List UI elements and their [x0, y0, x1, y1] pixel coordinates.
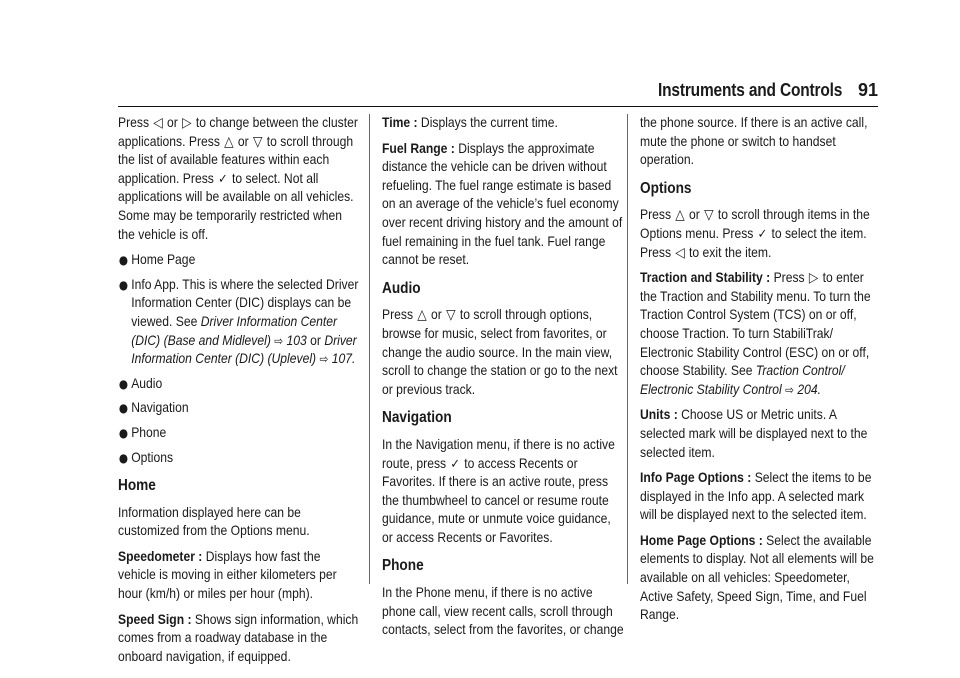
- term-speed-sign: Speed Sign :: [118, 611, 192, 627]
- page-reference[interactable]: 107.: [331, 351, 356, 367]
- down-arrow-icon: ▽: [446, 307, 456, 324]
- down-arrow-icon: ▽: [704, 207, 714, 224]
- cross-reference-link[interactable]: Driver Information Center (DIC) (Uplevel): [131, 332, 357, 367]
- up-arrow-icon: △: [224, 133, 234, 150]
- application-list: [118, 251, 361, 467]
- section-heading-audio: Audio: [382, 279, 421, 297]
- list-item: ● Options: [118, 449, 361, 468]
- intro-paragraph: Press ◁ or ▷ to change between the cluster applications. Press △ or ▽ to scroll through the list of available features within each application. Press ✓ to select. Not all applications will be available on all vehicles. Some may be temporarily restricted when the vehicle is off.: [118, 115, 358, 242]
- term-traction-stability: Traction and Stability :: [640, 270, 771, 286]
- page-header: [0, 78, 960, 108]
- right-arrow-icon: ▷: [182, 115, 192, 131]
- audio-paragraph: Press △ or ▽ to scroll through options, browse for music, select from favorites, or change the audio source. In the main view, scroll to change the station or go to the next or previous track.: [382, 307, 618, 397]
- header-title: Instruments and Controls: [657, 80, 842, 100]
- page-reference-arrow-icon: ⇨: [785, 382, 794, 397]
- term-home-page-options: Home Page Options :: [640, 532, 763, 548]
- bullet-icon: ●: [118, 425, 129, 440]
- home-paragraph: Information displayed here can be customized from the Options menu.: [118, 504, 310, 539]
- header-rule: [118, 106, 878, 107]
- speedometer-paragraph: Speedometer : Displays how fast the vehicle is moving in either kilometers per hour (km/h) or miles per hour (mph).: [118, 548, 337, 602]
- page-number: 91: [857, 80, 878, 100]
- phone-continued-paragraph: the phone source. If there is an active call, mute the phone or switch to handset operation.: [640, 115, 868, 168]
- section-heading-navigation: Navigation: [382, 409, 452, 427]
- bullet-icon: ●: [118, 253, 129, 268]
- list-item: ● Phone: [118, 424, 361, 443]
- term-fuel-range: Fuel Range :: [382, 140, 455, 156]
- checkmark-icon: ✓: [218, 171, 228, 187]
- column-divider: [369, 114, 370, 584]
- checkmark-icon: ✓: [450, 456, 460, 472]
- bullet-icon: ●: [118, 401, 129, 416]
- up-arrow-icon: △: [675, 207, 685, 224]
- options-paragraph: Press △ or ▽ to scroll through items in the Options menu. Press ✓ to select the item. Press ◁ to exit the item.: [640, 207, 870, 261]
- bullet-icon: ●: [118, 450, 129, 465]
- section-heading-phone: Phone: [382, 557, 424, 575]
- home-page-options-paragraph: Home Page Options : Select the available elements to display. Not all elements will be available on all vehicles: Speedometer, Active Safety, Speed Sign, Time, and Fuel Range.: [640, 532, 874, 623]
- up-arrow-icon: △: [417, 307, 427, 324]
- navigation-paragraph: In the Navigation menu, if there is no active route, press ✓ to access Recents or Favorites. If there is an active route, press the thumbwheel to cancel or resume route guidance, mute or unmute voice guidance, or access Recents or Favorites.: [382, 436, 615, 545]
- list-item: ● Audio: [118, 375, 361, 394]
- right-arrow-icon: ▷: [808, 270, 819, 287]
- section-heading-home: Home: [118, 477, 156, 495]
- page-reference[interactable]: 204.: [797, 381, 821, 397]
- page-reference-arrow-icon: ⇨: [319, 352, 329, 367]
- cross-reference-link[interactable]: Driver Information Center (DIC) (Base and Midlevel): [131, 313, 338, 348]
- phone-paragraph: In the Phone menu, if there is no active phone call, view recent calls, scroll through contacts, select from the favorites, or change: [382, 585, 624, 638]
- term-speedometer: Speedometer :: [118, 548, 203, 564]
- section-heading-options: Options: [640, 179, 692, 197]
- page-reference-arrow-icon: ⇨: [274, 333, 284, 348]
- units-paragraph: Units : Choose US or Metric units. A selected mark will be displayed next to the selected item.: [640, 407, 868, 460]
- page-reference[interactable]: 103: [286, 332, 307, 348]
- list-item: ● Home Page: [118, 251, 361, 270]
- checkmark-icon: ✓: [757, 226, 768, 242]
- cross-reference-link[interactable]: Traction Control/ Electronic Stability Control: [640, 363, 845, 397]
- time-paragraph: Time : Displays the current time.: [382, 115, 558, 130]
- fuel-range-paragraph: Fuel Range : Displays the approximate distance the vehicle can be driven without refueling. The fuel range estimate is based on an average of the vehicle’s fuel economy over recent driving history and the amount of fuel remaining in the fuel tank. Fuel range cannot be reset.: [382, 140, 623, 268]
- list-item: ● Navigation: [118, 399, 361, 418]
- column-1: [118, 114, 361, 673]
- column-divider: [627, 114, 628, 584]
- left-arrow-icon: ◁: [153, 115, 163, 131]
- speed-sign-paragraph: Speed Sign : Shows sign information, which comes from a roadway database in the onboard navigation, if equipped.: [118, 611, 359, 664]
- term-units: Units :: [640, 407, 678, 423]
- term-time: Time :: [382, 115, 418, 130]
- bullet-icon: ●: [118, 277, 129, 292]
- down-arrow-icon: ▽: [252, 133, 263, 150]
- bullet-icon: ●: [118, 376, 129, 391]
- column-2: [382, 114, 625, 647]
- info-page-options-paragraph: Info Page Options : Select the items to be displayed in the Info app. A selected mark will be displayed next to the selected item.: [640, 470, 872, 523]
- list-item: ● Info App. This is where the selected Driver Information Center (DIC) displays can be viewed. See Driver Information Center (DIC) (Base and Midlevel) ⇨ 103 or Driver Information Center (DIC) (Uplevel) ⇨ 107.: [118, 276, 359, 367]
- term-info-page-options: Info Page Options :: [640, 470, 752, 486]
- column-3: [640, 114, 883, 632]
- traction-stability-paragraph: Traction and Stability : Press ▷ to enter the Traction and Stability menu. To turn the Traction Control System (TCS) on or off, choose Traction. To turn StabiliTrak/ Electronic Stability Control (ESC) on or off, choose Stability. See Traction Control/ Electronic Stability Control ⇨ 204.: [640, 270, 871, 397]
- left-arrow-icon: ◁: [675, 244, 685, 261]
